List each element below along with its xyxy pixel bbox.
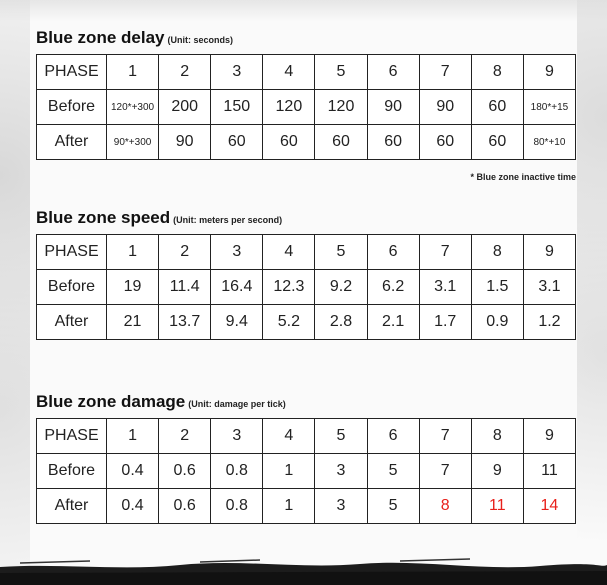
table-row [37,235,576,270]
table-cell: 7 [419,419,471,454]
table-cell: 2.8 [315,305,367,340]
delay-footnote: * Blue zone inactive time [470,172,576,182]
damage-title: Blue zone damage [36,392,186,411]
table-cell: 0.9 [471,305,523,340]
table-cell: 90*+300 [107,125,159,160]
table-cell: 4 [263,235,315,270]
table-cell: 1.7 [419,305,471,340]
table-cell: 9.2 [315,270,367,305]
delay-table [36,54,576,160]
table-cell: 80*+10 [523,125,575,160]
grunge-bottom-brush [0,545,607,585]
table-cell: 13.7 [159,305,211,340]
table-row [37,489,576,524]
delay-section [36,28,576,182]
table-cell: 9 [523,235,575,270]
damage-section [36,392,576,524]
table-cell: After [37,305,107,340]
table-cell: 8 [471,419,523,454]
grunge-right-texture [577,0,607,585]
table-cell: 5 [367,489,419,524]
table-cell: 9.4 [211,305,263,340]
table-cell: 60 [419,125,471,160]
table-cell: 19 [107,270,159,305]
grunge-top-texture [0,0,607,22]
table-cell: 0.8 [211,454,263,489]
table-cell: 1 [263,454,315,489]
table-cell: 120 [315,90,367,125]
table-row [37,55,576,90]
table-cell: 2 [159,419,211,454]
table-cell: Before [37,270,107,305]
table-cell: Before [37,90,107,125]
table-cell-highlight: 8 [419,489,471,524]
table-cell: 200 [159,90,211,125]
table-cell: 6 [367,235,419,270]
table-cell: 11 [523,454,575,489]
table-row [37,454,576,489]
table-cell: 0.6 [159,454,211,489]
table-cell: 5 [315,235,367,270]
table-cell: 1 [107,235,159,270]
table-cell: 8 [471,55,523,90]
table-cell: 0.6 [159,489,211,524]
table-cell: 90 [419,90,471,125]
table-cell: 150 [211,90,263,125]
table-cell-highlight: 11 [471,489,523,524]
table-cell: 7 [419,454,471,489]
table-cell: 9 [471,454,523,489]
table-cell: 3 [315,489,367,524]
table-row [37,125,576,160]
table-cell: 3.1 [523,270,575,305]
table-cell: 2 [159,235,211,270]
delay-title: Blue zone delay [36,28,165,47]
table-cell: 8 [471,235,523,270]
table-cell: 5.2 [263,305,315,340]
grunge-left-texture [0,0,30,585]
table-cell: 3 [315,454,367,489]
table-cell: 16.4 [211,270,263,305]
table-row [37,90,576,125]
speed-title-line [36,208,576,228]
table-cell: Before [37,454,107,489]
table-cell: 3 [211,235,263,270]
table-cell: 0.4 [107,454,159,489]
speed-table [36,234,576,340]
table-cell: 90 [159,125,211,160]
table-cell: PHASE [37,55,107,90]
table-cell: 3.1 [419,270,471,305]
speed-section [36,208,576,340]
table-row [37,270,576,305]
table-cell: After [37,125,107,160]
table-cell: 6 [367,419,419,454]
speed-unit: (Unit: meters per second) [173,215,283,225]
table-cell: 4 [263,419,315,454]
table-cell: 90 [367,90,419,125]
table-cell: 1.5 [471,270,523,305]
table-cell: 2.1 [367,305,419,340]
table-cell-highlight: 14 [523,489,575,524]
delay-unit: (Unit: seconds) [167,35,233,45]
table-cell: 5 [367,454,419,489]
table-cell: 60 [471,125,523,160]
table-cell: 60 [315,125,367,160]
table-cell: 4 [263,55,315,90]
table-cell: 6 [367,55,419,90]
speed-title: Blue zone speed [36,208,171,227]
table-cell: 60 [471,90,523,125]
table-cell: 1 [263,489,315,524]
table-cell: 12.3 [263,270,315,305]
table-cell: 7 [419,235,471,270]
table-cell: 6.2 [367,270,419,305]
table-cell: 9 [523,55,575,90]
table-cell: 1.2 [523,305,575,340]
table-cell: 5 [315,419,367,454]
table-cell: 120 [263,90,315,125]
delay-title-line [36,28,576,48]
table-cell: 60 [211,125,263,160]
table-cell: After [37,489,107,524]
table-cell: 21 [107,305,159,340]
table-cell: 180*+15 [523,90,575,125]
damage-unit: (Unit: damage per tick) [188,399,286,409]
table-cell: 1 [107,55,159,90]
table-cell: 3 [211,419,263,454]
table-cell: 5 [315,55,367,90]
table-row [37,305,576,340]
table-cell: PHASE [37,235,107,270]
table-cell: 2 [159,55,211,90]
damage-title-line [36,392,576,412]
table-cell: 11.4 [159,270,211,305]
table-cell: 7 [419,55,471,90]
table-cell: 60 [263,125,315,160]
table-cell: PHASE [37,419,107,454]
table-cell: 0.8 [211,489,263,524]
table-cell: 3 [211,55,263,90]
table-cell: 0.4 [107,489,159,524]
damage-table [36,418,576,524]
table-cell: 1 [107,419,159,454]
table-cell: 9 [523,419,575,454]
table-cell: 120*+300 [107,90,159,125]
table-cell: 60 [367,125,419,160]
table-row [37,419,576,454]
